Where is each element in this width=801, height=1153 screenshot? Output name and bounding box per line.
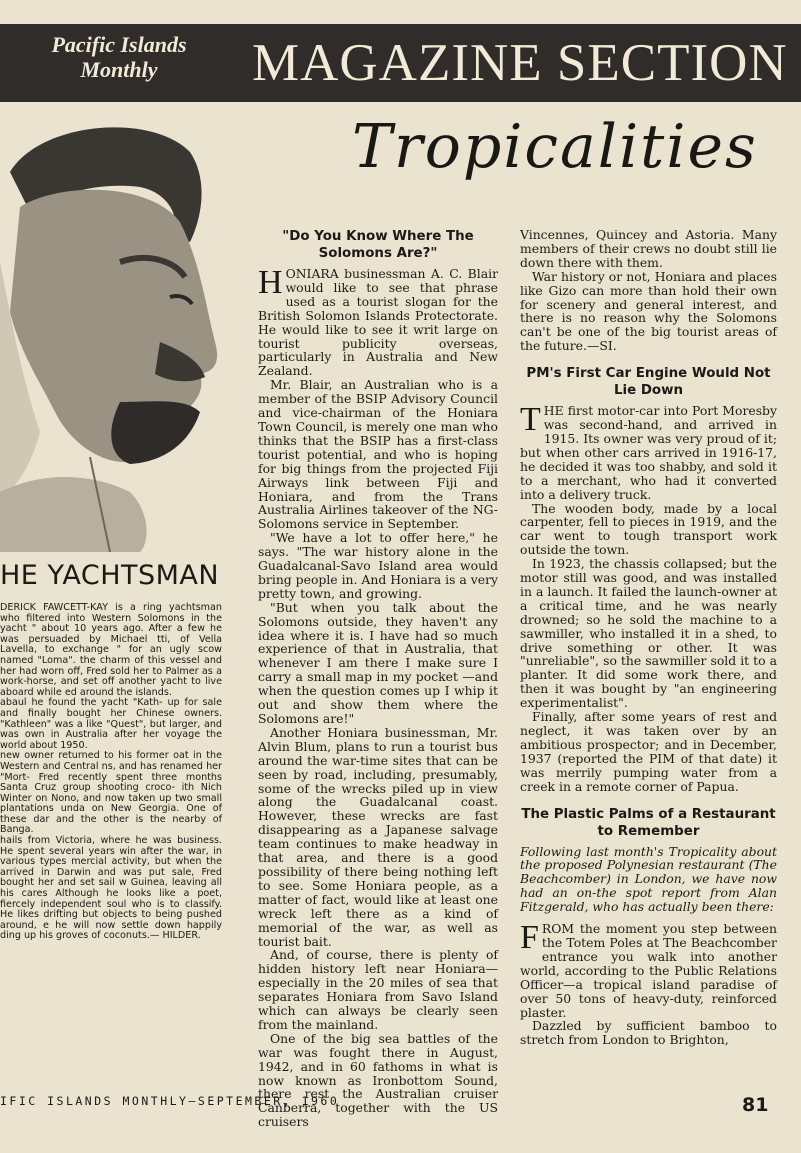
story1-paragraph: Another Honiara businessman, Mr. Alvin Blum, plans to run a tourist bus around the war-time sites that can be seen by road, including, presumably, some of the wrecks piled up in view along the Guadalcanal coast. However, these wrecks are fast disappearing as a Japanese salvage team continues to make headway in that area, and there is a good possibility of there being nothing left to see. Some Honiara people, as a matter of fact, would like at least one wreck left there as a kind of memorial of the war, as well as tourist bait. bbox=[258, 724, 498, 949]
story1-continued: Vincennes, Quincey and Astoria. Many members of their crews no doubt still lie down there with them. bbox=[520, 227, 777, 270]
story2-lead: THE first motor-car into Port Moresby was second-hand, and arrived in 1915. Its owner was very proud of it; but when other cars arrived in 1916-17, he decided it was too shabby, and sold it to a merchant, who had it converted into a delivery truck. bbox=[520, 401, 777, 502]
story3-lead: FROM the moment you step between the Totem Poles at The Beachcomber entrance you walk into another world, according to the Public Relations Officer—a tropical island paradise of over 50 tons of heavy-duty, reinforced plaster. bbox=[520, 919, 777, 1020]
story1-paragraph: "But when you talk about the Solomons outside, they haven't any idea where it is. I have had so much experience of that in Australia, that whenever I am there I make sure I carry a small map in my pocket —and when the question comes up I whip it out and show them where the Solomons are!" bbox=[258, 599, 498, 726]
story1-headline: "Do You Know Where The Solomons Are?" bbox=[282, 229, 474, 261]
story2-drop-cap: T bbox=[520, 401, 541, 439]
story1-paragraph: And, of course, there is plenty of hidden history left near Honiara—especially in the 20 miles of sea that separates Honiara from Savo Island which can always be clearly seen from the mainland. bbox=[258, 947, 498, 1032]
story3-drop-cap: F bbox=[520, 919, 539, 957]
left-paragraph: new owner returned to his former oat in the Western and Central ns, and has renamed her "Mort- Fred recently spent three months Santa Cruz group shooting croco- ith Nich Winter on Nono, and now taken up two small plantations unda on New Georgia. One of these dar and the other is the nearby of Banga. bbox=[0, 750, 222, 836]
middle-column bbox=[258, 228, 498, 1129]
story3-intro: Following last month's Tropicality about the proposed Polynesian restaurant (The Beachcomber) in London, we have now had an on-the spot report from Alan Fitzgerald, who has actually been there: bbox=[520, 843, 777, 915]
story1-paragraph: Mr. Blair, an Australian who is a member of the BSIP Advisory Council and vice-chairman of the Honiara Town Council, is merely one man who thinks that the BSIP has a first-class tourist potential, and who is hoping for big things from the projected Fiji Airways link between Fiji and Honiara, and from the Trans Australia Airlines takeover of the NG-Solomons service in September. bbox=[258, 377, 498, 532]
story3-paragraph: Dazzled by sufficient bamboo to stretch from London to Brighton, bbox=[520, 1018, 777, 1048]
story2-paragraph: Finally, after some years of rest and neglect, it was taken over by an ambitious prospector; and in December, 1937 (reported the PIM of that date) it was merrily pumping water from a creek in a remote corner of Papua. bbox=[520, 709, 777, 794]
story1-drop-cap: H bbox=[258, 264, 283, 301]
publication-name: Pacific Islands Monthly bbox=[51, 32, 187, 82]
section-title: MAGAZINE SECTION bbox=[252, 34, 788, 92]
left-paragraph: abaul he found the yacht "Kath- up for sale and finally bought her Chinese owners. "Kathleen" was a like "Quest", but larger, and was own in Australia after her voyage the world about 1950. bbox=[0, 697, 222, 751]
story1-lead: HONIARA businessman A. C. Blair would like to see that phrase used as a tourist slogan for the British Solomon Islands Protectorate. He would like to see it writ large on tourist publicity overseas, particularly in Australia and New Zealand. bbox=[258, 264, 498, 379]
portrait-illustration bbox=[0, 112, 230, 552]
story3-headline: The Plastic Palms of a Restaurant to Remember bbox=[521, 806, 776, 839]
story2-paragraph: In 1923, the chassis collapsed; but the motor still was good, and was installed in a launch. It failed the launch-owner at a critical time, and he was nearly drowned; so he sold the machine to a sawmiller, who installed it in a shed, to drive something or other. It was "unreliable", so the sawmiller sold it to a planter. It did some work there, and then it was bought by "an engineering experimentalist". bbox=[520, 556, 777, 711]
left-paragraph: DERICK FAWCETT-KAY is a ring yachtsman who filtered into Western Solomons in the yacht " about 10 years ago. After a few he was persuaded by Michael tti, of Vella Lavella, to exchange " for an ugly scow named "Loma". the charm of this vessel and her had worn off, Fred sold her to Palmer as a work-horse, and set off another yacht to live aboard while ed around the islands. bbox=[0, 602, 222, 698]
left-story-heading: HE YACHTSMAN bbox=[0, 560, 220, 591]
left-paragraph: hails from Victoria, where he was business. He spent several years win after the war, in various types mercial activity, but when the arrived in Darwin and was put sale, Fred bought her and set sail w Guinea, leaving all his cares Although he looks like a poet, fiercely independent soul who is to classify. He likes drifting but objects to being pushed around, e he will now settle down happily ding up his groves of coconuts.— HILDER. bbox=[0, 835, 222, 942]
story2-headline: PM's First Car Engine Would Not Lie Down bbox=[526, 366, 771, 399]
story2-paragraph: The wooden body, made by a local carpenter, fell to pieces in 1919, and the car went to tough transport work outside the town. bbox=[520, 500, 777, 558]
page-number: 81 bbox=[742, 1094, 769, 1116]
running-footer: IFIC ISLANDS MONTHLY—SEPTEMBER, 1960 bbox=[0, 1094, 340, 1108]
column-title: Tropicalities bbox=[352, 112, 758, 182]
right-column bbox=[520, 228, 777, 1047]
left-story-body bbox=[0, 603, 222, 942]
story1-closing: War history or not, Honiara and places like Gizo can more than hold their own for scenery and general interest, and there is no reason why the Solomons can't be one of the big tourist areas of the future.—SI. bbox=[520, 268, 777, 354]
story1-paragraph: One of the big sea battles of the war was fought there in August, 1942, and in 60 fathoms in what is now known as Ironbottom Sound, there rest the Australian cruiser Canberra, together with the US cruisers bbox=[258, 1030, 498, 1130]
story1-paragraph: "We have a lot to offer here," he says. "The war history alone in the Guadalcanal-Savo Island area would bring people in. And Honiara is a very pretty town, and growing. bbox=[258, 530, 498, 601]
